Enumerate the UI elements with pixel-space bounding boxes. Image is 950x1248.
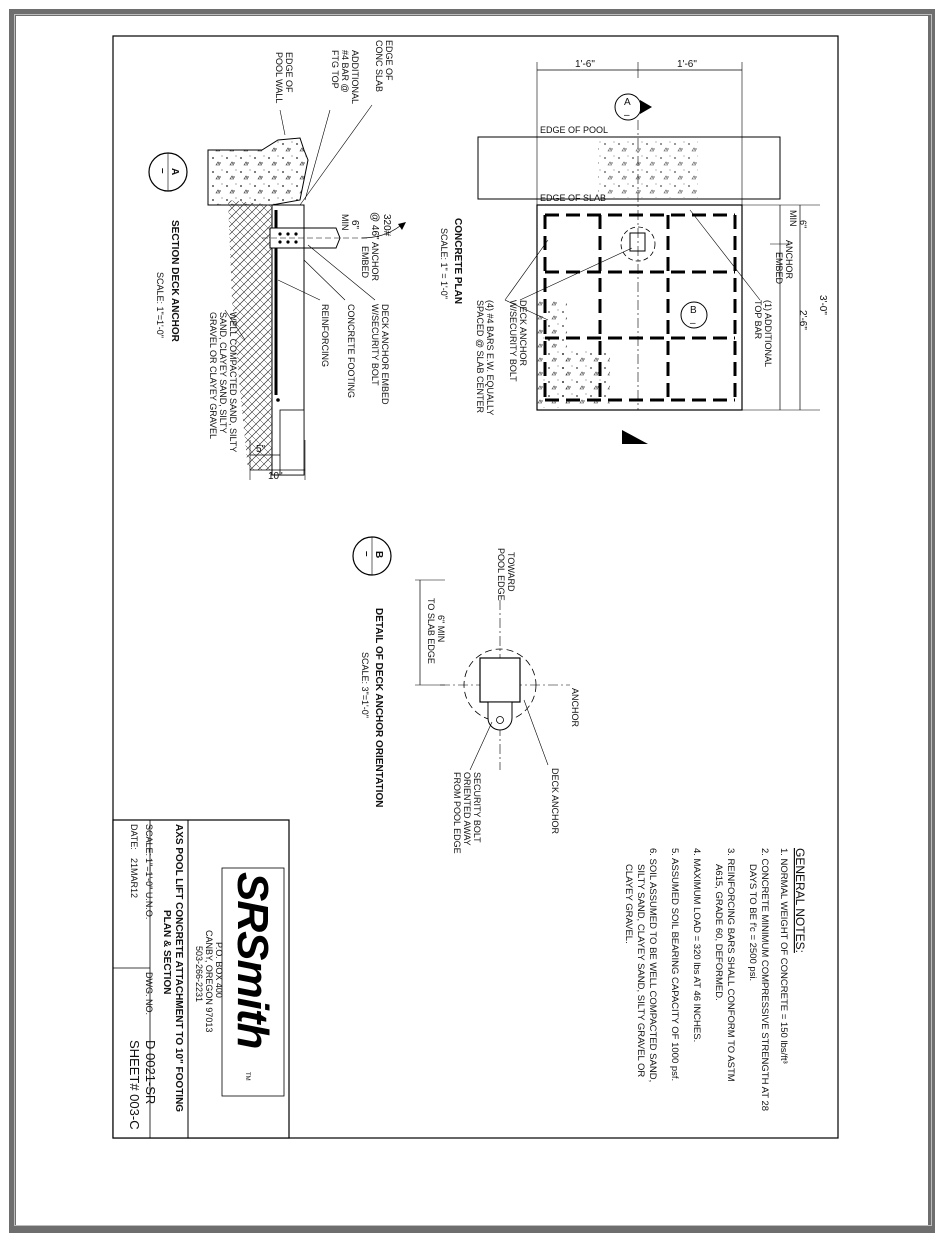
section-deck-anchor-label: DECK ANCHOR EMBED	[380, 304, 390, 405]
dwg-label: DWG. NO.	[144, 972, 154, 1015]
dim-5: 5"	[256, 444, 266, 455]
plan-bars-2: SPACED @ SLAB CENTER	[475, 300, 485, 413]
note-6: 6. SOIL ASSUMED TO BE WELL COMPACTED SAND,	[647, 848, 658, 1083]
additional-bar-2: #4 BAR @	[340, 50, 350, 93]
title-block	[113, 820, 289, 1138]
load-label-2: @ 46"	[369, 212, 380, 240]
edge-pool-wall-2: POOL WALL	[274, 52, 284, 104]
note-2b: DAYS TO BE f'c = 2500 psi.	[747, 864, 758, 982]
security-bolt-tab	[488, 702, 512, 730]
callout-b-detail-dash: –	[361, 551, 372, 557]
note-6b: SILTY SAND, CLAYEY SAND, SILTY GRAVEL OR	[635, 864, 646, 1078]
dim-inner: 2'-6"	[797, 310, 808, 330]
sheet-number: SHEET# 003-C	[127, 1040, 142, 1130]
drawing-subtitle: PLAN & SECTION	[161, 910, 172, 995]
additional-bar: ADDITIONAL	[350, 50, 360, 105]
dim-total: 3'-0"	[817, 295, 828, 315]
callout-b-plan-letter: B	[690, 305, 697, 316]
note-2: 2. CONCRETE MINIMUM COMPRESSIVE STRENGTH AT 28	[759, 848, 770, 1112]
note-6c: CLAYEY GRAVEL.	[623, 864, 634, 944]
reinforcing-label: REINFORCING	[320, 304, 330, 367]
callout-a-section-letter: A	[169, 168, 180, 176]
callout-a-plan-dash: –	[624, 110, 630, 121]
date-value: 21MAR12	[129, 858, 139, 899]
drawing-title: AXS POOL LIFT CONCRETE ATTACHMENT TO 10" FOOTING	[173, 824, 184, 1113]
edge-of-slab-label: EDGE OF SLAB	[540, 193, 607, 203]
note-4: 4. MAXIMUM LOAD = 320 lbs AT 46 INCHES.	[691, 848, 702, 1043]
concrete-plan-scale: SCALE: 1" = 1'-0"	[439, 228, 449, 299]
plan-bars: (4) #4 BARS E.W. EQUALLY	[485, 300, 495, 416]
section-min-6: 6"	[349, 220, 360, 230]
soil-label-3: GRAVEL OR CLAYEY GRAVEL	[208, 312, 218, 440]
plan-anchor-embed: ANCHOR	[784, 240, 794, 280]
edge-of-pool-label: EDGE OF POOL	[540, 125, 609, 135]
additional-bar-3: FTG TOP	[330, 50, 340, 89]
callout-a-section-dash: –	[157, 168, 168, 174]
concrete-footing-label: CONCRETE FOOTING	[346, 304, 356, 398]
city: CANBY, OREGON 97013	[204, 930, 214, 1033]
section-slab	[208, 138, 308, 205]
logo-tm: TM	[244, 1072, 250, 1081]
additional-top-bar: (1) ADDITIONAL	[763, 300, 773, 368]
srsmith-logo: SRSmith	[228, 872, 277, 1049]
section-anchor-2: EMBED	[360, 246, 370, 279]
detail-anchor-label: ANCHOR	[570, 688, 580, 728]
callout-a-plan-letter: A	[624, 97, 631, 108]
dim-left: 1'-6"	[575, 59, 595, 70]
dim-10: 10"	[268, 471, 283, 482]
detail-deck-anchor: DECK ANCHOR	[550, 768, 560, 835]
toward-pool: TOWARD	[506, 552, 516, 592]
phone: 503-266-2231	[194, 946, 204, 1003]
pool-slab-fill	[598, 140, 698, 198]
section-deck-anchor	[149, 40, 406, 482]
soil-label-2: SAND, CLAYEY SAND, SILTY	[218, 312, 228, 434]
detail-scale: SCALE: 3"=1'-0"	[360, 652, 370, 718]
plan-deck-anchor-2: W/SECURITY BOLT	[508, 300, 518, 382]
detail-deck-anchor-orientation	[353, 537, 580, 854]
note-3: 3. REINFORCING BARS SHALL CONFORM TO ASTM	[725, 848, 736, 1082]
dim-right: 1'-6"	[677, 59, 697, 70]
notes-heading: GENERAL NOTES:	[793, 848, 807, 953]
detail-anchor-plate	[480, 658, 520, 702]
po-box: P.O. BOX 400	[214, 942, 224, 998]
detail-to-slab: TO SLAB EDGE	[426, 598, 436, 664]
section-scale: SCALE: 1"=1'-0"	[155, 272, 165, 338]
section-min: MIN	[340, 214, 350, 231]
concrete-plan-title: CONCRETE PLAN	[452, 218, 463, 305]
scale-label: SCALE:	[144, 824, 154, 857]
note-5: 5. ASSUMED SOIL BEARING CAPACITY OF 1000 psf.	[669, 848, 680, 1082]
plan-deck-anchor: DECK ANCHOR	[518, 300, 528, 367]
load-label: 320#	[381, 214, 392, 237]
note-1: 1. NORMAL WEIGHT OF CONCRETE = 150 lbs/ft³	[778, 848, 789, 1064]
edge-conc-slab-2: CONC SLAB	[374, 40, 384, 93]
note-3b: A615, GRADE 60, DEFORMED.	[713, 864, 724, 1001]
toward-pool-2: POOL EDGE	[496, 548, 506, 601]
callout-b-detail-letter: B	[373, 551, 384, 559]
detail-bolt: SECURITY BOLT	[472, 772, 482, 843]
edge-conc-slab: EDGE OF	[384, 40, 394, 81]
additional-top-bar-2: TOP BAR	[753, 300, 763, 340]
dwg-number: D 0021-SR	[143, 1040, 158, 1105]
detail-bolt-2: ORIENTED AWAY	[462, 772, 472, 846]
plan-anchor-embed-2: EMBED	[774, 252, 784, 285]
date-label: DATE:	[129, 824, 139, 850]
detail-title: DETAIL OF DECK ANCHOR ORIENTATION	[373, 608, 384, 808]
section-anchor: ANCHOR	[370, 242, 380, 282]
section-deck-anchor-label-2: W/SECURITY BOLT	[370, 304, 380, 386]
dim-min-6: 6"	[798, 220, 808, 229]
section-title: SECTION DECK ANCHOR	[169, 220, 180, 342]
concrete-plan	[439, 59, 828, 444]
general-notes	[623, 848, 807, 1111]
soil-label: WELL COMPACTED SAND, SILTY	[228, 312, 238, 453]
scale-value: 1"=1'-0" U.N.O.	[144, 858, 154, 920]
detail-min6: 6" MIN	[436, 615, 446, 643]
callout-b-plan-dash: –	[690, 318, 696, 329]
edge-pool-wall: EDGE OF	[284, 52, 294, 93]
detail-bolt-3: FROM POOL EDGE	[452, 772, 462, 854]
dim-min-label: MIN	[788, 210, 798, 227]
section-arrow	[622, 430, 648, 444]
